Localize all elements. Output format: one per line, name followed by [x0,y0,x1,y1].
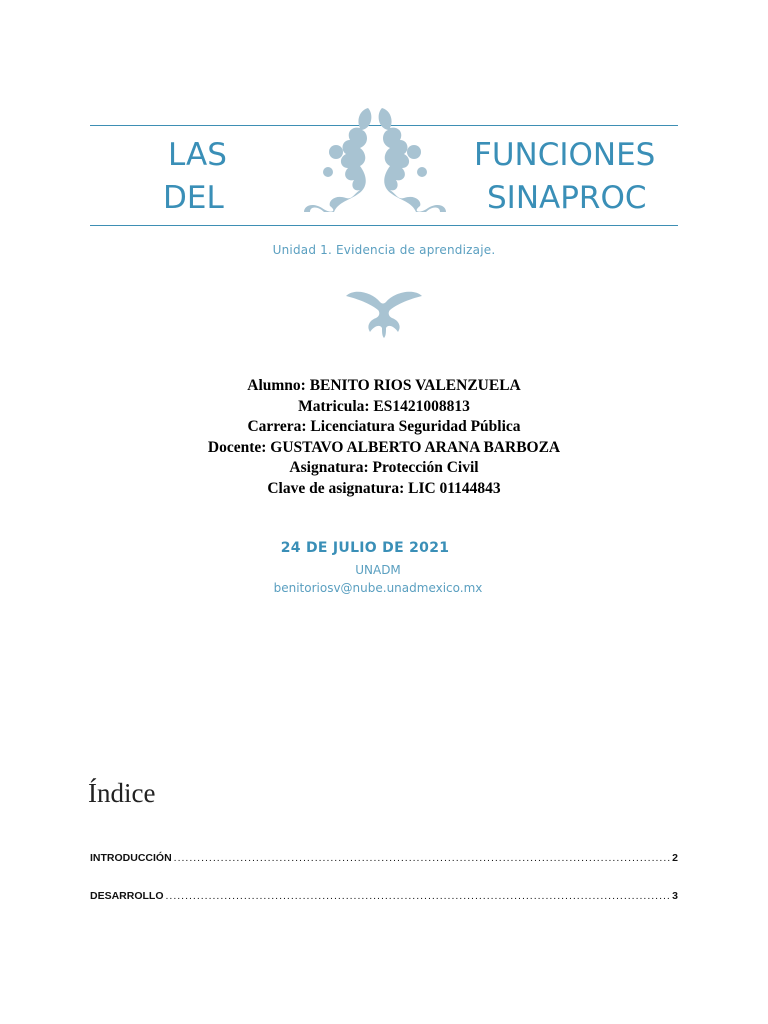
toc-entry-desarrollo[interactable] [90,886,678,902]
document-date: 24 DE JULIO DE 2021 [280,540,450,556]
student-email[interactable]: benitoriosv@nube.unadmexico.mx [273,581,483,595]
toc-entry-label: DESARROLLO [90,890,164,902]
bottom-rule [90,225,678,226]
fleur-ornament-icon [344,284,424,340]
toc-leader-dots [174,852,670,864]
subtitle: Unidad 1. Evidencia de aprendizaje. [272,243,496,257]
title-word-del: DEL [163,180,224,216]
institution: UNADM [355,563,401,577]
toc-entry-introduccion[interactable] [90,848,678,864]
title-word-funciones: FUNCIONES [474,137,656,173]
floral-ornament-icon [300,102,450,214]
student-name: Alumno: BENITO RIOS VALENZUELA [247,377,521,394]
title-word-las: LAS [168,137,227,173]
title-word-sinaproc: SINAPROC [487,180,647,216]
toc-entry-page: 2 [672,852,678,864]
toc-entry-page: 3 [672,890,678,902]
career: Carrera: Licenciatura Seguridad Pública [247,418,521,436]
teacher: Docente: GUSTAVO ALBERTO ARANA BARBOZA [207,438,561,456]
toc-entry-label: INTRODUCCIÓN [90,852,172,864]
subject: Asignatura: Protección Civil [289,459,479,477]
index-title: Índice [88,778,156,808]
student-info-block [0,376,768,500]
subject-code: Clave de asignatura: LIC 01144843 [267,479,501,497]
toc-leader-dots [166,890,671,902]
student-id: Matricula: ES1421008813 [298,397,470,415]
